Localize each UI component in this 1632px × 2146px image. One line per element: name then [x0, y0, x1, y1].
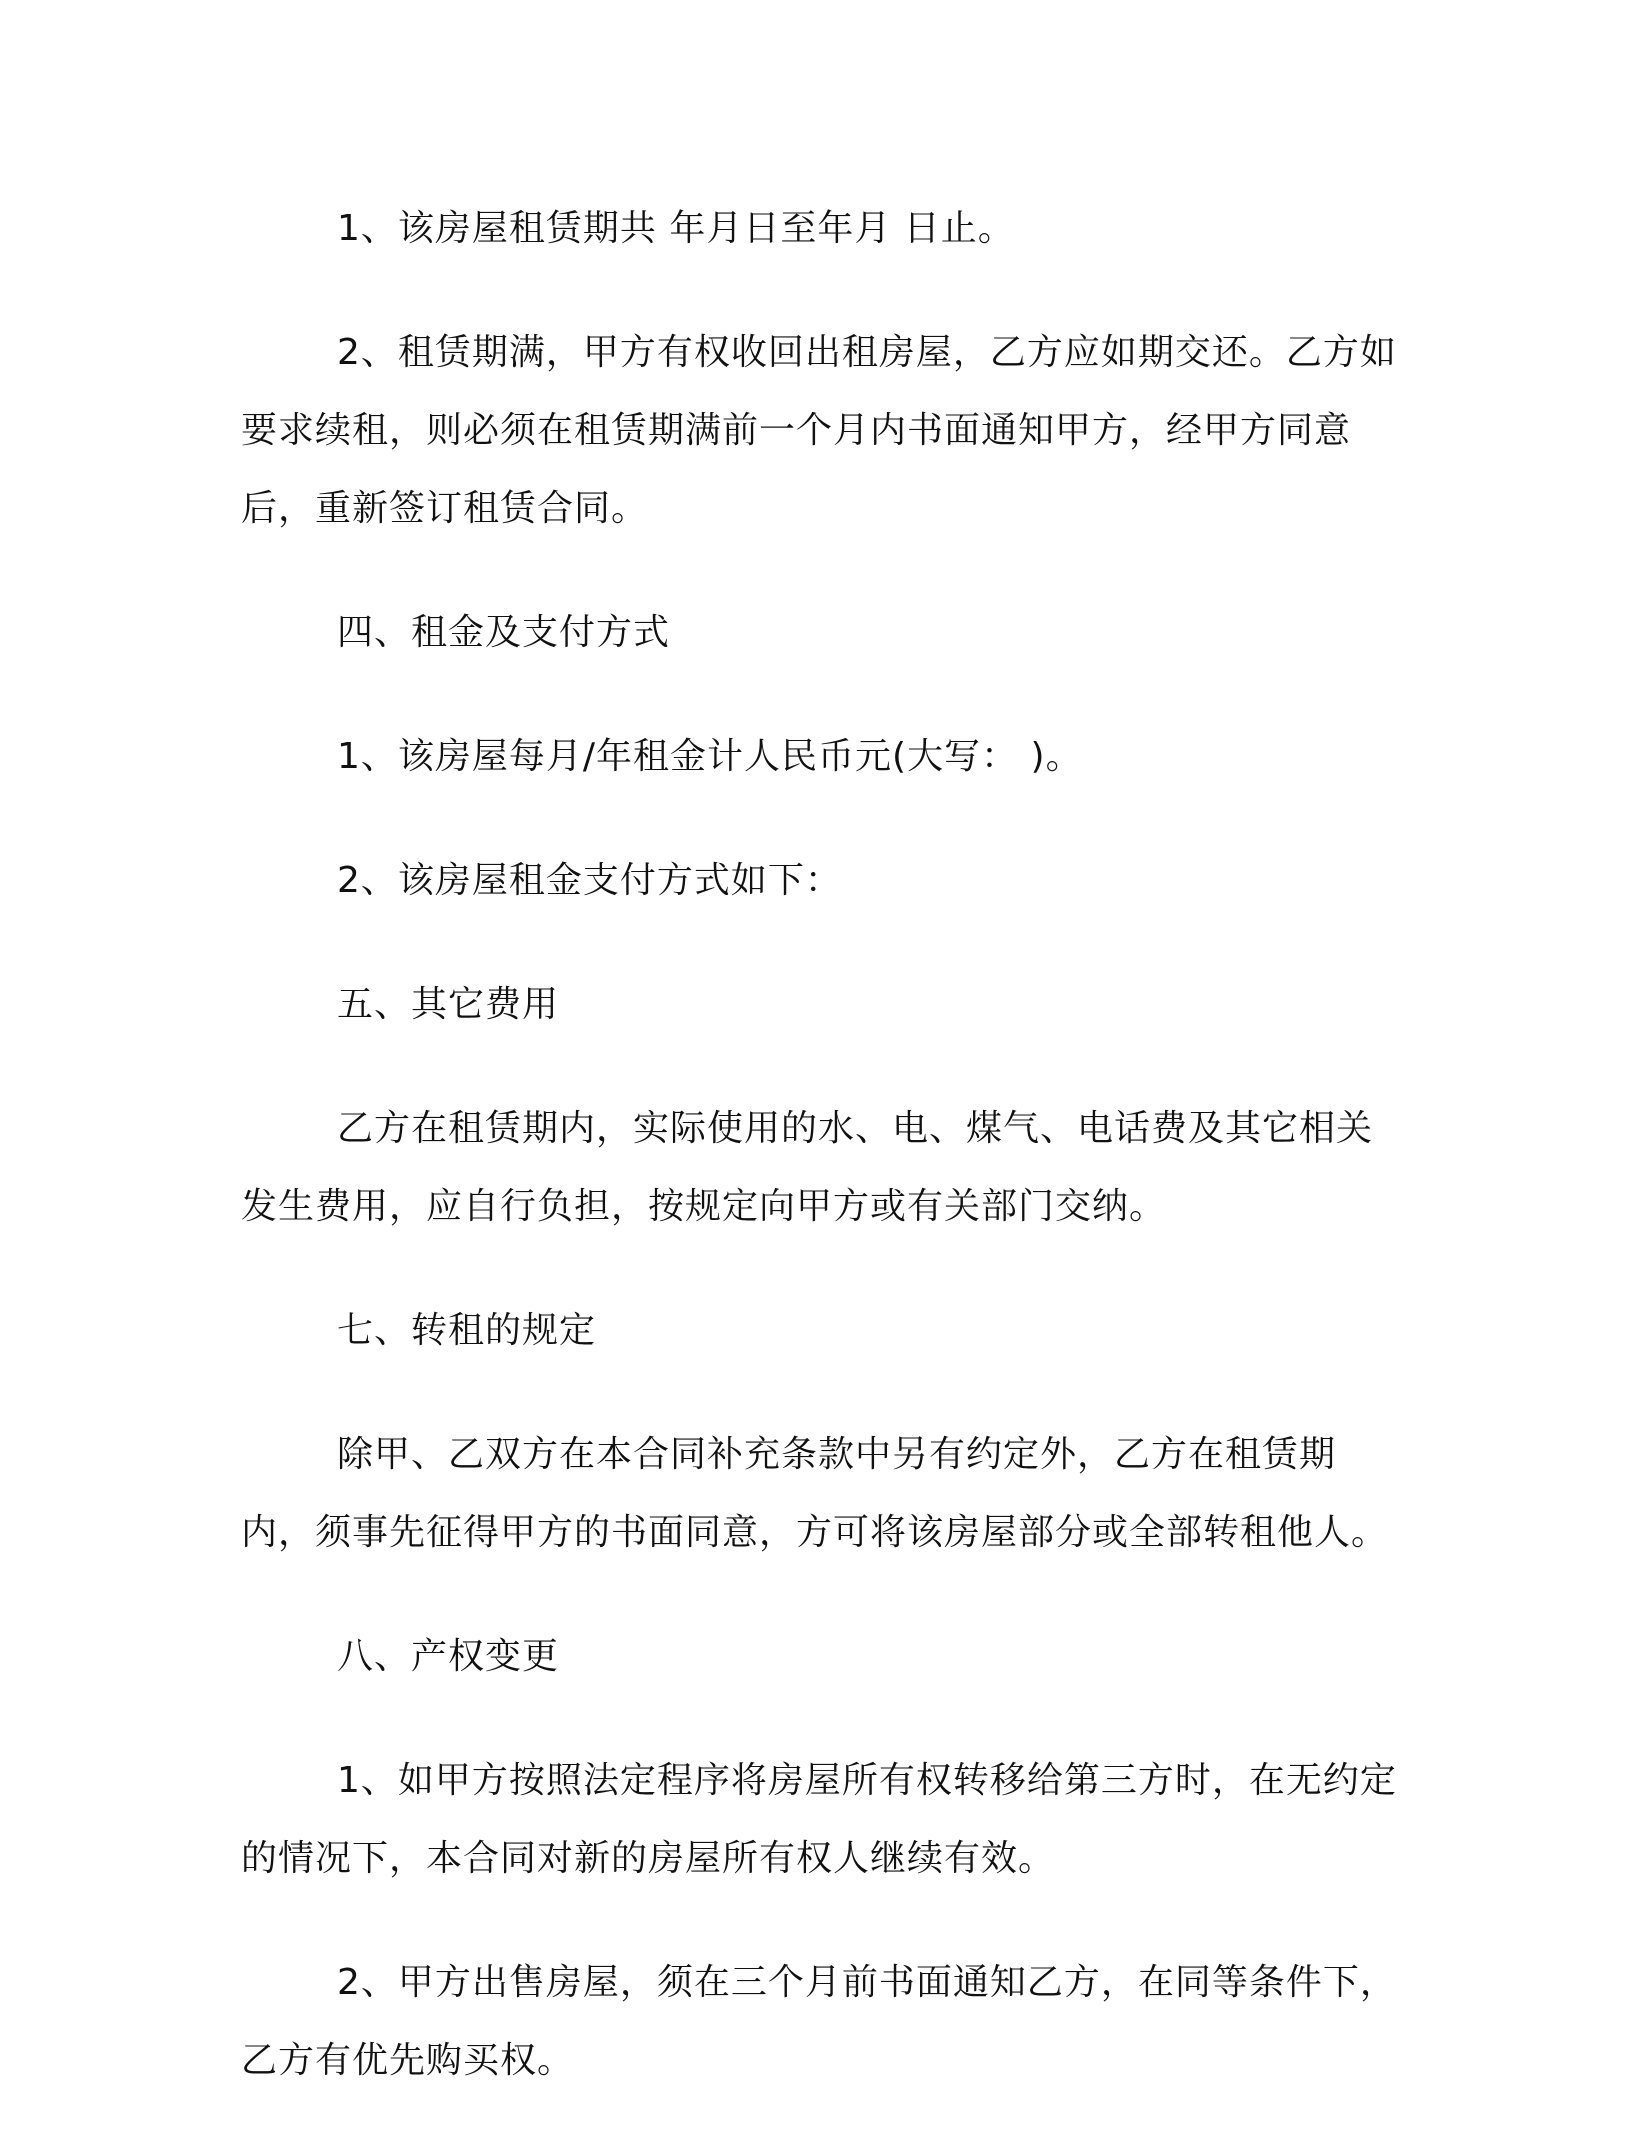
clause-lease-expiry: 2、租赁期满，甲方有权收回出租房屋，乙方应如期交还。乙方如要求续租，则必须在租赁期满前一个月内书面通知甲方，经甲方同意后，重新签订租赁合同。: [241, 332, 1397, 529]
clause-rent-amount: 1、该房屋每月/年租金计人民币元(大写： )。: [337, 736, 1083, 777]
section-heading-rent: 四、租金及支付方式: [337, 612, 671, 653]
clause-sublease: 除甲、乙双方在本合同补充条款中另有约定外，乙方在租赁期内，须事先征得甲方的书面同意，方可将该房屋部分或全部转租他人。: [241, 1434, 1389, 1553]
section-heading-sublease: 七、转租的规定: [337, 1310, 597, 1351]
section-heading-other-fees: 五、其它费用: [337, 984, 560, 1025]
clause-rent-payment: 2、该房屋租金支付方式如下：: [337, 860, 842, 901]
clause-preemptive-right: 2、甲方出售房屋，须在三个月前书面通知乙方，在同等条件下，乙方有优先购买权。: [241, 1962, 1397, 2081]
section-heading-ownership-change: 八、产权变更: [337, 1636, 560, 1677]
clause-lease-term: 1、该房屋租赁期共 年月日至年月 日止。: [337, 208, 1015, 249]
clause-other-fees: 乙方在租赁期内，实际使用的水、电、煤气、电话费及其它相关发生费用，应自行负担，按规定向甲方或有关部门交纳。: [241, 1108, 1374, 1227]
clause-ownership-transfer: 1、如甲方按照法定程序将房屋所有权转移给第三方时，在无约定的情况下，本合同对新的房屋所有权人继续有效。: [241, 1760, 1397, 1879]
document-body: [241, 190, 1401, 2146]
